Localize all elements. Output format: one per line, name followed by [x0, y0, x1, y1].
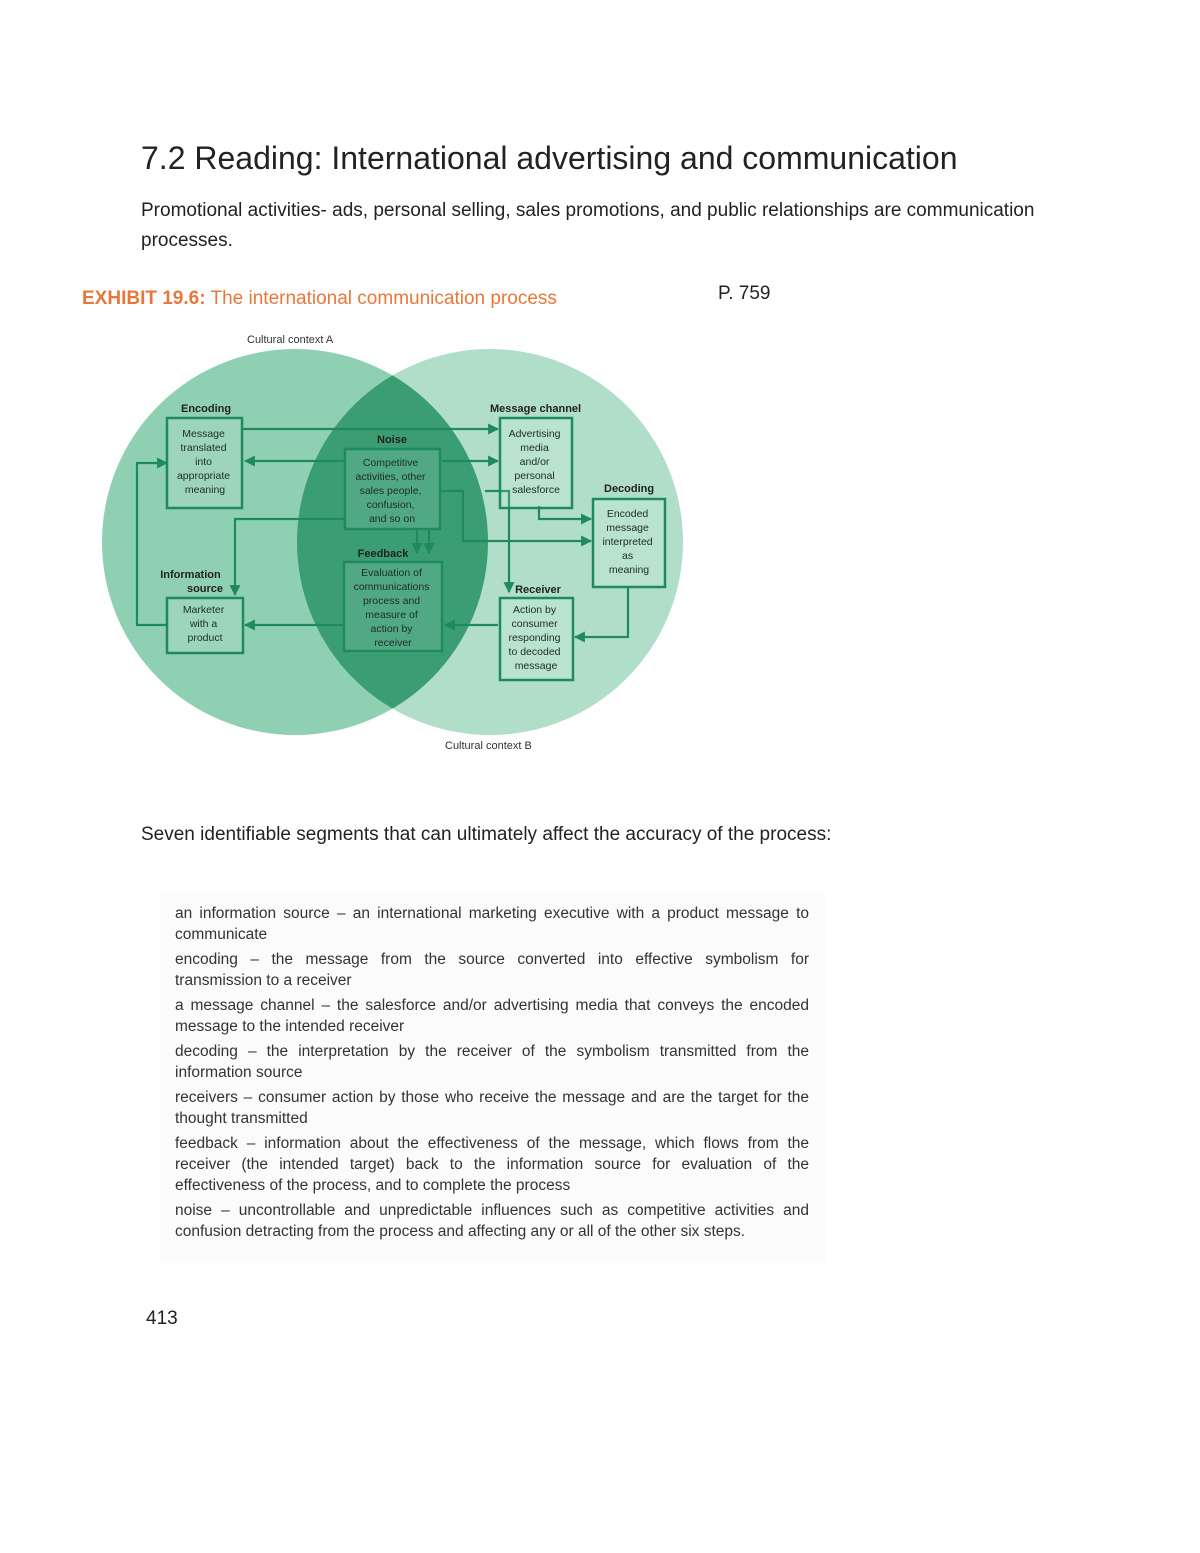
information-source-text: Marketer with a product — [182, 604, 225, 644]
page-number: 413 — [146, 1308, 178, 1329]
decoding-text: Encoded message interpreted as meaning — [602, 508, 653, 576]
segment-encoding: encoding – the message from the source converted into effective symbolism for transmission to a receiver — [175, 951, 809, 989]
noise-text: Competitive activities, other sales people, confusion, and so on — [355, 457, 426, 525]
segment-message-channel: a message channel – the salesforce and/or advertising media that conveys the encoded message to the intended receiver — [175, 997, 809, 1035]
feedback-node — [344, 548, 442, 651]
receiver-text: Action by consumer responding to decoded message — [508, 604, 561, 672]
noise-header: Noise — [377, 434, 407, 446]
receiver-node — [500, 584, 573, 680]
exhibit-caption: The international communication process — [205, 288, 557, 309]
receiver-header: Receiver — [515, 584, 561, 596]
segment-information-source: an information source – an international marketing executive with a product message to communicate — [175, 905, 809, 943]
message-channel-text: Advertising media and/or personal salesforce — [508, 428, 561, 496]
page-reference: P. 759 — [718, 283, 771, 304]
segment-feedback: feedback – information about the effectiveness of the message, which flows from the receiver (the intended target) back to the information source for evaluation of the effectiveness of the process, and to complete the process — [175, 1135, 809, 1194]
segments-excerpt — [160, 893, 825, 1263]
message-channel-header: Message channel — [490, 403, 582, 415]
segment-noise: noise – uncontrollable and unpredictable influences such as competitive activities and confusion detracting from the process and affecting any or all of the other six steps. — [175, 1202, 809, 1240]
segment-receivers: receivers – consumer action by those who receive the message and are the target for the thought transmitted — [175, 1089, 809, 1127]
segments-list — [175, 903, 809, 1246]
message-channel-node — [490, 403, 581, 508]
feedback-header: Feedback — [357, 548, 409, 560]
cultural-context-a-label: Cultural context A — [247, 334, 334, 346]
feedback-text: Evaluation of communications process and measure of action by receiver — [353, 567, 430, 649]
encoding-header: Encoding — [181, 403, 232, 415]
segment-decoding: decoding – the interpretation by the receiver of the symbolism transmitted from the information source — [175, 1043, 809, 1081]
noise-node — [345, 434, 440, 529]
page-title: 7.2 Reading: International advertising and communication — [141, 140, 958, 176]
encoding-node — [167, 403, 242, 508]
intro-paragraph: Promotional activities- ads, personal selling, sales promotions, and public relationships are communication processes. — [141, 200, 1035, 251]
decoding-node — [593, 483, 665, 587]
information-source-header: Information source — [160, 569, 224, 595]
exhibit-label: EXHIBIT 19.6: — [82, 288, 206, 309]
decoding-header: Decoding — [604, 483, 655, 495]
cultural-context-b-label: Cultural context B — [445, 740, 532, 752]
segments-intro: Seven identifiable segments that can ultimately affect the accuracy of the process: — [141, 824, 832, 845]
encoding-text: Message translated into appropriate meaning — [176, 428, 231, 496]
communication-process-diagram — [95, 325, 695, 755]
exhibit-title — [82, 288, 557, 310]
